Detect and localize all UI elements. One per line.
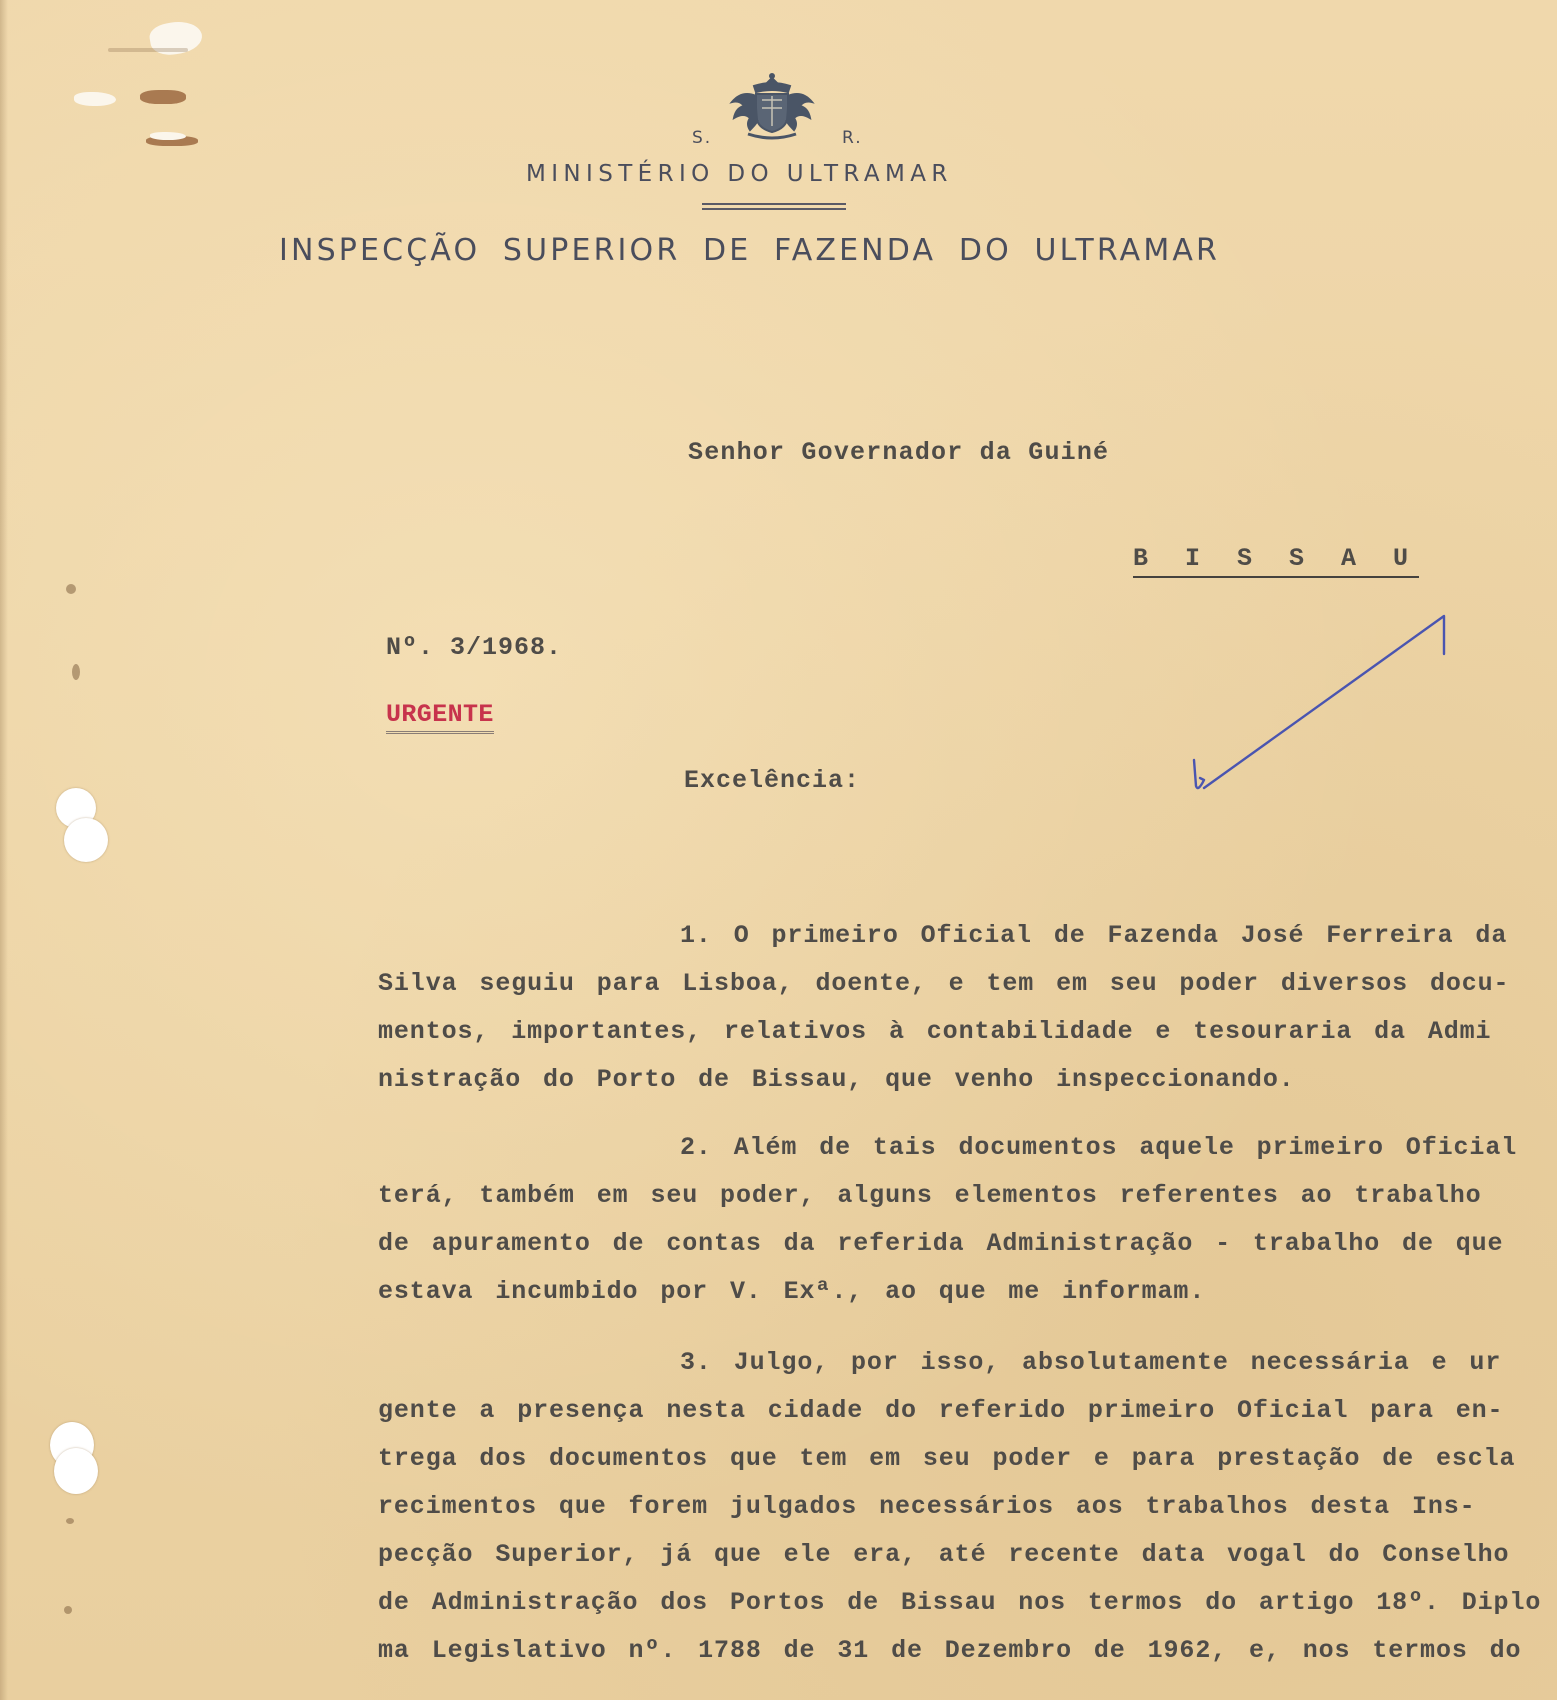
rust-stain: [140, 90, 186, 104]
addressee-city: B I S S A U: [1133, 544, 1419, 578]
letterhead-divider: [702, 203, 846, 205]
reference-number: Nº. 3/1968.: [386, 633, 563, 662]
paragraph-line: mentos, importantes, relativos à contabilidade e tesouraria da Admi: [378, 1017, 1492, 1046]
paragraph-3: [378, 1348, 1542, 1684]
paragraph-line: gente a presença nesta cidade do referido primeiro Oficial para en-: [378, 1396, 1504, 1425]
inspection-title: INSPECÇÃO SUPERIOR DE FAZENDA DO ULTRAMAR: [279, 233, 1221, 268]
letterhead-s: S.: [692, 128, 713, 148]
paragraph-line: de Administração dos Portos de Bissau nos termos do artigo 18º. Diplo: [378, 1588, 1542, 1617]
paper-tear: [148, 18, 205, 59]
urgent-label: URGENTE: [386, 700, 494, 734]
paragraph-line: ma Legislativo nº. 1788 de 31 de Dezembro de 1962, e, nos termos do: [378, 1636, 1522, 1665]
letterhead-divider: [702, 208, 846, 210]
paragraph-2: [378, 1133, 1518, 1325]
paragraph-line: recimentos que forem julgados necessários aos trabalhos desta Ins-: [378, 1492, 1476, 1521]
paragraph-line: Silva seguiu para Lisboa, doente, e tem em seu poder diversos docu-: [378, 969, 1510, 998]
addressee-name: Senhor Governador da Guiné: [688, 438, 1110, 467]
binder-hole: [54, 1448, 98, 1494]
paper-tear: [150, 132, 186, 140]
paragraph-line: estava incumbido por V. Exª., ao que me informam.: [378, 1277, 1206, 1306]
paper-speck: [66, 584, 76, 594]
binder-hole: [64, 818, 108, 862]
paragraph-line: 1. O primeiro Oficial de Fazenda José Ferreira da: [680, 921, 1508, 950]
paper-speck: [66, 1518, 74, 1524]
salutation: Excelência:: [684, 766, 861, 795]
paragraph-line: terá, também em seu poder, alguns elementos referentes ao trabalho: [378, 1181, 1482, 1210]
ministry-title: MINISTÉRIO DO ULTRAMAR: [526, 161, 953, 187]
paragraph-line: 3. Julgo, por isso, absolutamente necessária e ur: [680, 1348, 1502, 1377]
paragraph-line: 2. Além de tais documentos aquele primeiro Oficial: [680, 1133, 1518, 1162]
paragraph-line: trega dos documentos que tem em seu poder e para prestação de escla: [378, 1444, 1516, 1473]
coat-of-arms-icon: [726, 72, 818, 144]
paper-speck: [64, 1606, 72, 1614]
letterhead-r: R.: [842, 128, 863, 148]
check-mark-icon: [1186, 610, 1452, 796]
paragraph-line: pecção Superior, já que ele era, até recente data vogal do Conselho: [378, 1540, 1510, 1569]
paragraph-line: nistração do Porto de Bissau, que venho inspeccionando.: [378, 1065, 1295, 1094]
paragraph-1: [378, 921, 1510, 1113]
paragraph-line: de apuramento de contas da referida Administração - trabalho de que: [378, 1229, 1504, 1258]
paper-tear: [74, 92, 116, 106]
paper-speck: [72, 664, 80, 680]
paper-speck: [108, 48, 188, 52]
